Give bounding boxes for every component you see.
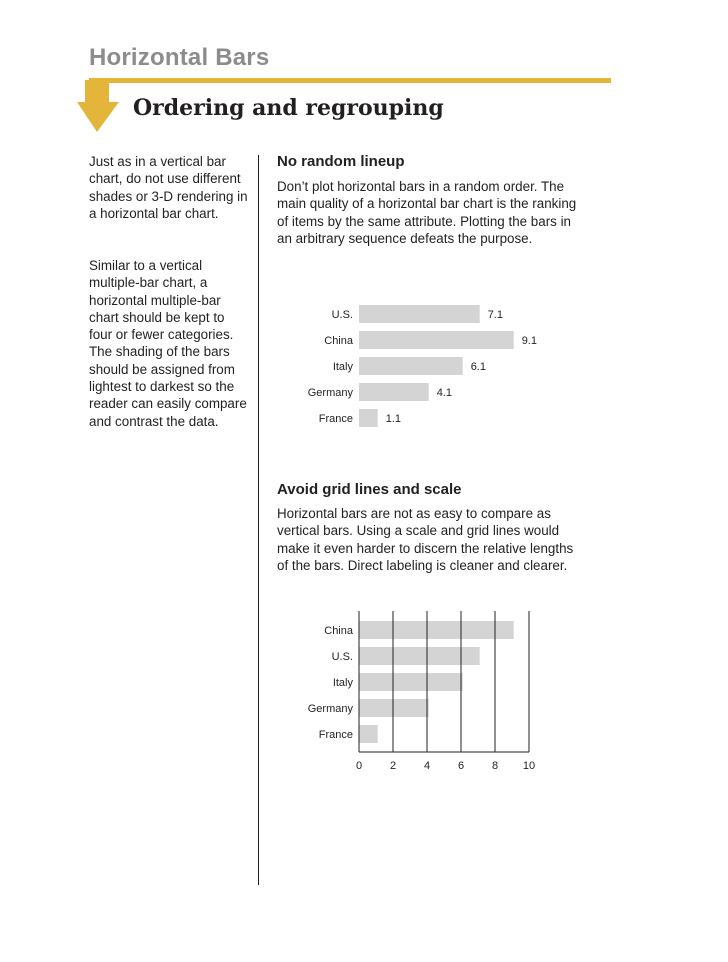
page-title: Ordering and regrouping — [133, 95, 444, 121]
category-label-italy: Italy — [332, 361, 353, 373]
section-heading-avoid-grid: Avoid grid lines and scale — [277, 481, 462, 498]
section-heading-no-random-lineup: No random lineup — [277, 153, 405, 170]
tick-label-4: 4 — [423, 760, 431, 772]
bar-italy — [359, 357, 463, 375]
category-label-china: China — [324, 625, 353, 637]
bar-italy — [359, 673, 463, 691]
section-body-avoid-grid: Horizontal bars are not as easy to compare as vertical bars. Using a scale and grid lines would make it even harder to discern the relative lengths of the bars. Direct labeling is cleaner and clearer. — [277, 506, 574, 573]
column-divider — [258, 155, 259, 885]
category-label-germany: Germany — [307, 387, 353, 399]
value-label-france: 1.1 — [385, 413, 401, 425]
category-label-germany: Germany — [307, 703, 353, 715]
category-label-u-s: U.S. — [331, 309, 353, 321]
tick-label-8: 8 — [491, 760, 499, 772]
sidebar-paragraph-1: Just as in a vertical bar chart, do not use different shades or 3-D rendering in a horizontal bar chart. — [89, 154, 248, 221]
bar-germany — [359, 699, 429, 717]
category-label-italy: Italy — [332, 677, 353, 689]
category-label-u-s: U.S. — [331, 651, 353, 663]
bar-germany — [359, 383, 429, 401]
value-label-germany: 4.1 — [436, 387, 452, 399]
value-label-u-s: 7.1 — [487, 309, 503, 321]
bar-china — [359, 621, 514, 639]
value-label-china: 9.1 — [521, 335, 537, 347]
category-label-france: France — [318, 413, 353, 425]
section-title: Horizontal Bars — [89, 44, 270, 71]
bar-china — [359, 331, 514, 349]
sidebar-paragraph-2: Similar to a vertical multiple-bar chart, a horizontal multiple-bar chart should be kept to four or fewer categories. The shading of the bars should be assigned from lightest to darkest so the reader can easily compare and contrast the data. — [89, 258, 247, 429]
tick-label-10: 10 — [522, 760, 536, 772]
bar-u-s — [359, 647, 480, 665]
tick-label-0: 0 — [355, 760, 363, 772]
arrow-down-icon — [77, 80, 119, 132]
tick-label-6: 6 — [457, 760, 465, 772]
section-body-no-random-lineup: Don’t plot horizontal bars in a random order. The main quality of a horizontal bar chart is the ranking of items by the same attribute. Plotting the bars in an arbitrary sequence defeats the purpose. — [277, 179, 577, 246]
bar-france — [359, 409, 378, 427]
value-label-italy: 6.1 — [470, 361, 486, 373]
bar-france — [359, 725, 378, 743]
category-label-france: France — [318, 729, 353, 741]
header-rule — [89, 78, 611, 83]
tick-label-2: 2 — [389, 760, 397, 772]
bar-u-s — [359, 305, 480, 323]
category-label-china: China — [324, 335, 353, 347]
